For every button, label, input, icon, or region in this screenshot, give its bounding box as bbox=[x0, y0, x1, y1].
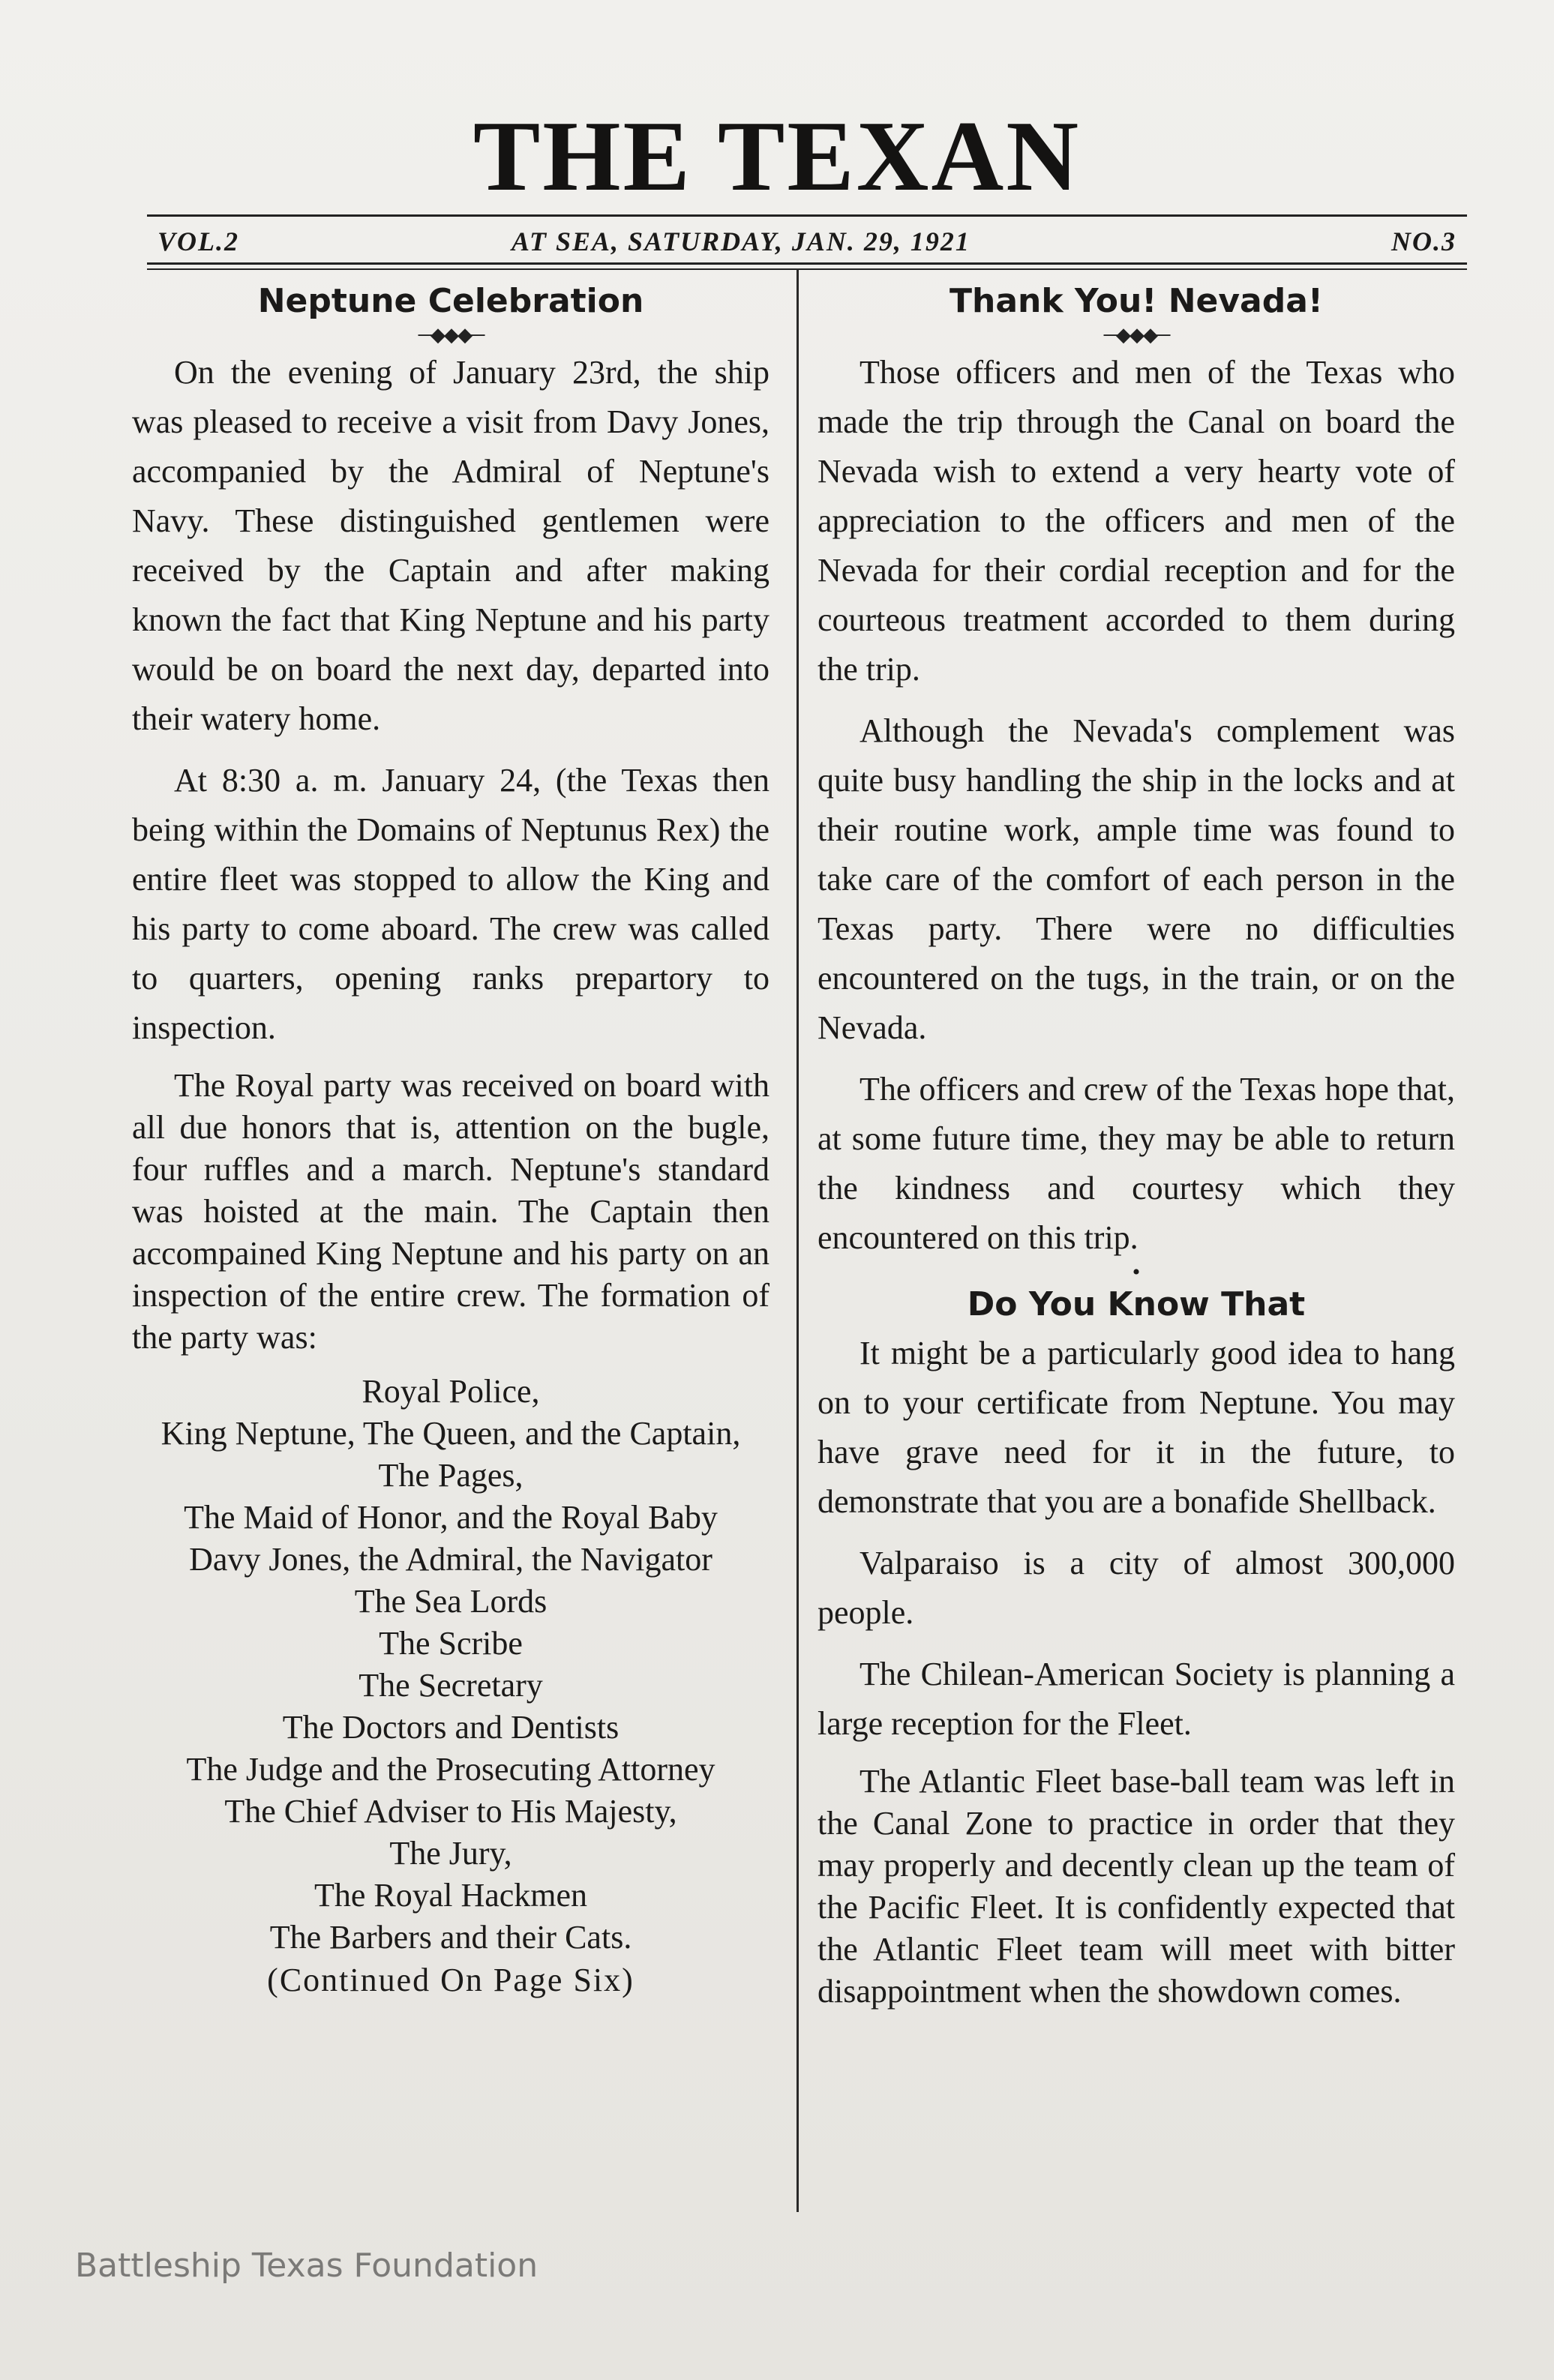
party-item: The Maid of Honor, and the Royal Baby bbox=[184, 1499, 718, 1536]
neptune-heading: Neptune Celebration bbox=[257, 282, 644, 320]
watermark-credit: Battleship Texas Foundation bbox=[75, 2247, 538, 2285]
party-item: The Chief Adviser to His Majesty, bbox=[224, 1793, 677, 1830]
party-item: The Sea Lords bbox=[354, 1583, 548, 1620]
dateline bbox=[147, 222, 1467, 261]
bottom-rule-1 bbox=[147, 262, 1467, 265]
thanks-heading: Thank You! Nevada! bbox=[950, 282, 1323, 320]
party-item: The Secretary bbox=[358, 1667, 543, 1704]
party-item: The Barbers and their Cats. bbox=[269, 1919, 632, 1956]
party-item: The Pages, bbox=[378, 1457, 524, 1494]
ornament-divider: ─◆◆◆─ bbox=[418, 324, 484, 346]
know-paragraph-4: The Atlantic Fleet base-ball team was left in the Canal Zone to practice in order that they may properly and decently clean up the team of the Pacific Fleet. It is confidently expected that the Atlantic Fleet team will meet with bitter disappointment when the showdown comes. bbox=[818, 1763, 1455, 2010]
neptune-paragraph-1: On the evening of January 23rd, the ship was pleased to receive a visit from Davy Jones, accompanied by the Admiral of Neptune's Navy. These distinguished gentlemen were received by the Captain and after making known the fact that King Neptune and his party would be on board the next day, departed into their watery home. bbox=[132, 354, 770, 737]
party-item: The Doctors and Dentists bbox=[282, 1709, 620, 1746]
party-item: The Jury, bbox=[389, 1835, 512, 1872]
thanks-paragraph-3: The officers and crew of the Texas hope that, at some future time, they may be able to return the kindness and courtesy which they encountered on this trip. bbox=[818, 1071, 1455, 1256]
neptune-paragraph-3: The Royal party was received on board with all due honors that is, attention on the bugle, four ruffles and a march. Neptune's standard was hoisted at the main. The Captain then accompained King Neptune and his party on an inspection of the entire crew. The formation of the party was: bbox=[132, 1067, 770, 1356]
know-paragraph-2: Valparaiso is a city of almost 300,000 people. bbox=[818, 1545, 1455, 1631]
thanks-paragraph-2: Although the Nevada's complement was quite busy handling the ship in the locks and at their routine work, ample time was found to take care of the comfort of each person in the Texas party. There were no difficulties encountered on the tugs, in the train, or on the Nevada. bbox=[818, 712, 1455, 1046]
party-item: King Neptune, The Queen, and the Captain, bbox=[160, 1415, 741, 1452]
masthead-title: THE TEXAN bbox=[472, 100, 1082, 211]
place-date: AT SEA, SATURDAY, JAN. 29, 1921 bbox=[512, 226, 970, 256]
bottom-rule-2 bbox=[147, 268, 1467, 270]
continued-note: (Continued On Page Six) bbox=[267, 1962, 634, 1998]
party-item: The Royal Hackmen bbox=[314, 1877, 588, 1914]
top-rule bbox=[147, 214, 1467, 217]
issue-number: NO.3 bbox=[1391, 226, 1456, 256]
section-bullet: • bbox=[1132, 1260, 1141, 1284]
know-paragraph-1: It might be a particularly good idea to hang on to your certificate from Neptune. You may have grave need for it in the future, to demonstrate that you are a bonafide Shellback. bbox=[818, 1335, 1455, 1520]
left-column bbox=[132, 277, 770, 2002]
party-item: Davy Jones, the Admiral, the Navigator bbox=[189, 1541, 712, 1578]
thanks-paragraph-1: Those officers and men of the Texas who made the trip through the Canal on board the Nevada wish to extend a very hearty vote of appreciation to the officers and men of the Nevada for their cordial reception and for the courteous treatment accorded to them during the trip. bbox=[818, 354, 1455, 688]
volume-label: VOL.2 bbox=[158, 226, 239, 256]
party-item: The Scribe bbox=[379, 1625, 523, 1662]
column-divider bbox=[796, 268, 799, 2212]
know-paragraph-3: The Chilean-American Society is planning a large reception for the Fleet. bbox=[818, 1656, 1455, 1742]
neptune-paragraph-2: At 8:30 a. m. January 24, (the Texas then being within the Domains of Neptunus Rex) the entire fleet was stopped to allow the King and his party to come aboard. The crew was called to quarters, opening ranks prepartory to inspection. bbox=[132, 762, 770, 1046]
party-item: Royal Police, bbox=[362, 1373, 540, 1410]
ornament-divider: ─◆◆◆─ bbox=[1103, 324, 1169, 346]
party-item: The Judge and the Prosecuting Attorney bbox=[186, 1751, 716, 1788]
royal-party-list bbox=[132, 1371, 770, 1959]
right-column bbox=[818, 277, 1455, 2025]
know-heading: Do You Know That bbox=[967, 1285, 1306, 1323]
